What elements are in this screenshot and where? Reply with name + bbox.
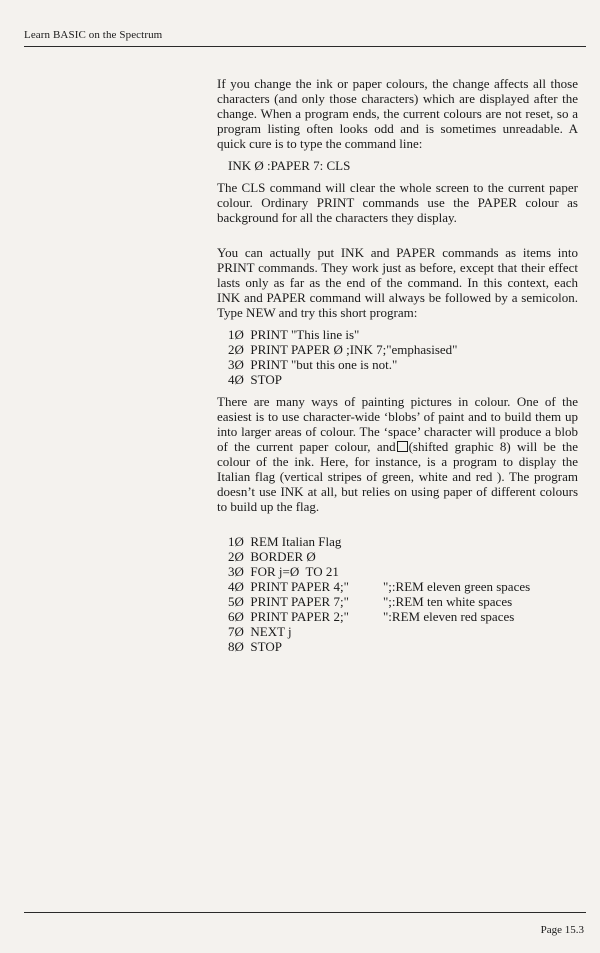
shifted-graphic-8-icon	[397, 441, 408, 452]
program-listing-italian-flag	[228, 534, 578, 654]
program-line	[228, 609, 578, 624]
paragraph-text: There are many ways of painting pictures in colour. One of the easiest is to use character-wide ‘blobs’ of paint and to build them up into larger areas of colour. The ‘space’ character will produce a blob of the current paper colour, and	[217, 394, 578, 454]
program-code: 1Ø REM Italian Flag	[228, 534, 342, 549]
program-line	[228, 564, 578, 579]
program-code: 6Ø PRINT PAPER 2;"	[228, 609, 349, 624]
program-line	[228, 639, 578, 654]
program-listing-emphasis	[228, 327, 578, 387]
paragraph-cls-command: The CLS command will clear the whole screen to the current paper colour. Ordinary PRINT commands use the PAPER colour as background for all the characters they display.	[217, 180, 578, 225]
program-code: 2Ø BORDER Ø	[228, 549, 316, 564]
paragraph-ink-paper-colours: If you change the ink or paper colours, the change affects all those characters (and only those characters) which are displayed after the change. When a program ends, the current colours are not reset, so a program listing often looks odd and is sometimes unreadable. A quick cure is to type the command line:	[217, 76, 578, 151]
program-code: 5Ø PRINT PAPER 7;"	[228, 594, 349, 609]
program-line: 4Ø STOP	[228, 372, 282, 387]
program-comment: ":REM eleven red spaces	[383, 609, 515, 624]
program-line: 3Ø PRINT "but this one is not."	[228, 357, 398, 372]
program-comment: ";:REM ten white spaces	[383, 594, 513, 609]
program-code: 8Ø STOP	[228, 639, 282, 654]
paragraph-text: (shifted graphic 8) will be the colour of the ink. Here, for instance, is a program to display the Italian flag (vertical stripes of green, white and red ). The program doesn’t use INK at all, but relies on using paper of different colours to build up the flag.	[217, 439, 578, 514]
header-rule	[24, 46, 586, 47]
footer-rule	[24, 912, 586, 913]
program-code: 7Ø NEXT j	[228, 624, 292, 639]
program-line	[228, 594, 578, 609]
program-code: 3Ø FOR j=Ø TO 21	[228, 564, 339, 579]
program-line	[228, 624, 578, 639]
program-line	[228, 579, 578, 594]
page-body	[217, 76, 578, 654]
program-line: 1Ø PRINT "This line is"	[228, 327, 360, 342]
program-line	[228, 549, 578, 564]
command-line-example: INK Ø :PAPER 7: CLS	[228, 158, 351, 173]
running-header: Learn BASIC on the Spectrum	[24, 29, 163, 41]
program-comment: ";:REM eleven green spaces	[383, 579, 531, 594]
paragraph-ink-in-print: You can actually put INK and PAPER commands as items into PRINT commands. They work just as before, except that their effect lasts only as far as the end of the command. In this context, each INK and PAPER command will always be followed by a semicolon. Type NEW and try this short program:	[217, 245, 578, 320]
program-line	[228, 534, 578, 549]
program-code: 4Ø PRINT PAPER 4;"	[228, 579, 349, 594]
program-line: 2Ø PRINT PAPER Ø ;INK 7;"emphasised"	[228, 342, 458, 357]
page-number: Page 15.3	[540, 924, 584, 936]
paragraph-painting-pictures	[217, 394, 578, 514]
